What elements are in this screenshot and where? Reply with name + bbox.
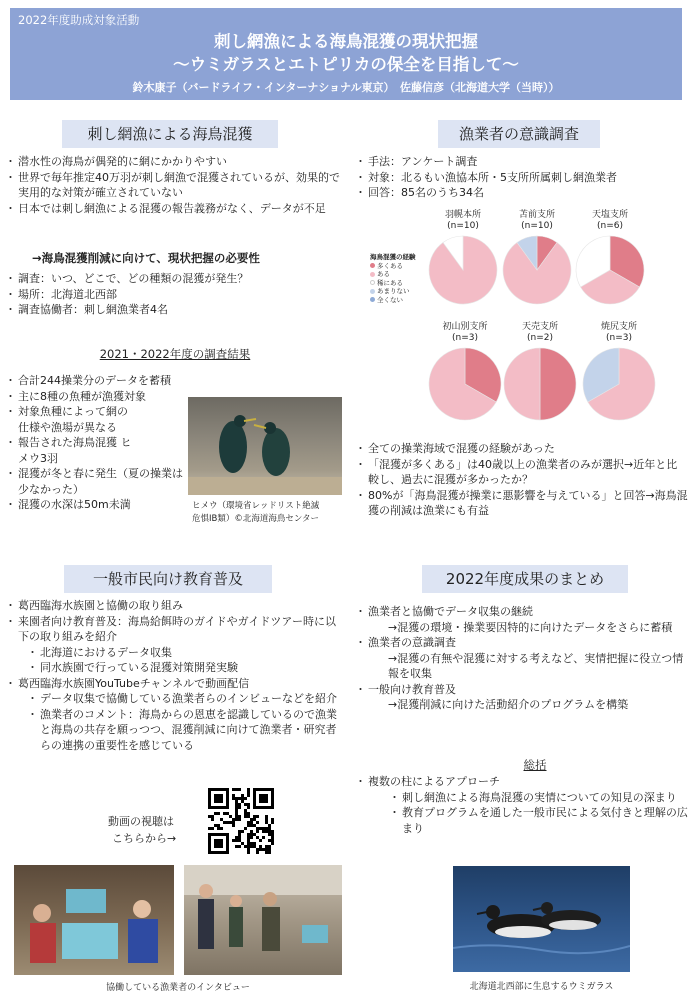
qr-code[interactable] [208, 788, 274, 854]
list-item: ・ 「混獲が多くある」は40歳以上の漁業者のみが選択→近年と比較し、過去に混獲が多かったか？ [358, 457, 688, 488]
list-item: ・ 来園者向け教育普及：海鳥給餌時のガイドやガイドツアー時に以下の取り組みを紹介 ・ 北海道におけるデータ収集 ・ 同水族園で行っている混獲対策開発実験 [8, 614, 342, 676]
poster-subtitle: 〜ウミガラスとエトピリカの保全を目指して〜 [173, 55, 519, 74]
list-item: ・ 葛西臨海水族園YouTubeチャンネルで動画配信 ・ データ収集で協働している漁業者らのインビューなどを紹介 ・ 漁業者のコメント：海鳥からの恩恵を認識しているので漁業と海鳥の共存を願っつつ、混獲削減に向けて漁業者・研究者らの連携の重要性を感じている [8, 676, 342, 754]
pie-chart [428, 347, 502, 421]
sub-item: ・ 刺し網漁による海鳥混獲の実情についての知見の深まり [392, 790, 688, 806]
guillemot-caption: 北海道北西部に生息するウミガラス [469, 982, 614, 992]
authors: 鈴木康子（バードライフ・インターナショナル東京） 佐藤信彦（北海道大学（当時）） [132, 81, 560, 94]
section-title-summary: 2022年度成果のまとめ [422, 565, 628, 593]
list-item: ・ 混獲の水深は50m未満 [8, 497, 186, 513]
interview-photo-1 [14, 865, 174, 975]
legend-item: 全くない [370, 296, 430, 305]
section-title-survey: 漁業者の意識調査 [438, 120, 600, 148]
list-item: ・ 合計244操業分のデータを蓄積 [8, 373, 218, 389]
list-item: ・ 全ての操業海域で混獲の経験があった [358, 441, 688, 457]
legend-item: あまりない [370, 287, 430, 296]
pie-n: (n=10) [521, 221, 553, 231]
poster-header [10, 8, 682, 100]
list-item: ・ 葛西臨海水族園と協働の取り組み [8, 598, 342, 614]
list-item: ・ 漁業者の意識調査 →混獲の有無や混獲に対する考えなど、実情把握に役立つ情報を収集 [358, 635, 688, 682]
legend-item: 稀にある [370, 279, 430, 288]
pie-chart [575, 235, 645, 305]
sub-item: ・ 同水族園で行っている混獲対策開発実験 [30, 660, 342, 676]
legend-item: ある [370, 270, 430, 279]
list-item: ・ 世界で毎年推定40万羽が刺し網漁で混獲されているが、効果的で実用的な対策が確立されていない [8, 170, 342, 201]
list-item: ・ 調査：いつ、どこで、どの種類の混獲が発生？ [8, 271, 342, 287]
pie-chart [428, 235, 498, 305]
interview-caption: 協働している漁業者のインタビュー [106, 983, 250, 993]
video-label-1: 動画の視聴は [108, 815, 174, 828]
list-item: ・ 漁業者と協働でデータ収集の継続 →混獲の環境・操業要因特的に向けたデータをさらに蓄積 [358, 604, 688, 635]
pie-slice [540, 348, 576, 420]
legend-swatch-icon [370, 272, 375, 277]
survey-bullets [8, 271, 342, 318]
list-item: ・ 潜水性の海鳥が偶発的に網にかかりやすい [8, 154, 342, 170]
sub-item: ・ 北海道におけるデータ収集 [30, 645, 342, 661]
results-bullets [8, 373, 198, 513]
survey-method-bullets [358, 154, 692, 201]
video-label-2: こちらから→ [112, 832, 177, 845]
arrow-note: →混獲の有無や混獲に対する考えなど、実情把握に役立つ情報を収集 [388, 651, 684, 680]
summary-heading: 総括 [523, 758, 547, 772]
results-title: 2021・2022年度の調査結果 [99, 347, 251, 361]
list-item: ・ 一般向け教育普及 →混獲削減に向けた活動紹介のプログラムを構築 [358, 682, 688, 713]
pie-name: 羽幌本所 [444, 210, 481, 220]
list-item: ・ 回答：85名のうち34名 [358, 185, 692, 201]
legend-swatch-icon [370, 289, 375, 294]
cormorant-photo [188, 397, 342, 495]
pie-n: (n=10) [447, 221, 479, 231]
interview-photo-2 [184, 865, 342, 975]
pie-chart [582, 347, 656, 421]
section-title-bycatch: 刺し網漁による海鳥混獲 [62, 120, 278, 148]
summary-list [358, 604, 688, 713]
grant-tag: 2022年度助成対象活動 [18, 13, 140, 27]
legend-swatch-icon [370, 297, 375, 302]
list-item: ・ 主に8種の魚種が漁獲対象 [8, 389, 198, 405]
list-item: ・ 80%が「海鳥混獲が操業に悪影響を与えている」と回答→海鳥混獲の削減は漁業にも有益 [358, 488, 688, 519]
sub-item: ・ 教育プログラムを通した一般市民による気付きと理解の広まり [392, 805, 688, 836]
legend-item: 多くある [370, 262, 430, 271]
education-list [8, 598, 342, 753]
guillemot-photo [453, 866, 630, 972]
pie-name: 初山別支所 [442, 322, 488, 332]
list-item: ・ 場所：北海道北西部 [8, 287, 342, 303]
pie-chart [503, 347, 577, 421]
bycatch-bullets [8, 154, 342, 216]
need-statement: →海鳥混獲削減に向けて、現状把握の必要性 [32, 251, 260, 265]
list-item: ・ 対象魚種によって網の仕様や漁場が異なる [8, 404, 133, 435]
cormorant-caption-2: 危惧IB類）©北海道海鳥センター [192, 514, 319, 524]
pie-slice [504, 348, 540, 420]
pie-n: (n=3) [606, 333, 632, 343]
list-item: ・ 混獲が冬と春に発生（夏の操業は少なかった） [8, 466, 186, 497]
legend-title: 海鳥混獲の経験 [370, 253, 416, 261]
arrow-note: →混獲の環境・操業要因特的に向けたデータをさらに蓄積 [388, 620, 673, 634]
approach-list [358, 774, 688, 836]
pie-name: 苫前支所 [518, 210, 555, 220]
section-title-education: 一般市民向け教育普及 [64, 565, 272, 593]
list-item: ・ 日本では刺し網漁による混獲の報告義務がなく、データが不足 [8, 201, 342, 217]
list-item: ・ 複数の柱によるアプローチ ・ 刺し網漁による海鳥混獲の実情についての知見の深まり ・ 教育プログラムを通した一般市民による気付きと理解の広まり [358, 774, 688, 836]
pie-name: 焼尻支所 [600, 322, 637, 332]
pie-label [565, 210, 655, 232]
pie-n: (n=6) [597, 221, 623, 231]
sub-item: ・ データ収集で協働している漁業者らのインビューなどを紹介 [30, 691, 342, 707]
pie-n: (n=3) [452, 333, 478, 343]
cormorant-caption-1: ヒメウ（環境省レッドリスト絶滅 [192, 501, 320, 511]
legend-swatch-icon [370, 263, 375, 268]
pie-chart [502, 235, 572, 305]
list-item: ・ 調査協働者：刺し網漁業者4名 [8, 302, 342, 318]
pie-name: 天売支所 [521, 322, 558, 332]
list-item: ・ 報告された海鳥混獲 ヒメウ3羽 [8, 435, 133, 466]
survey-conclusions [358, 441, 688, 519]
arrow-note: →混獲削減に向けた活動紹介のプログラムを構築 [388, 698, 629, 711]
legend-swatch-icon [370, 280, 375, 285]
poster-title: 刺し網漁による海鳥混獲の現状把握 [214, 32, 478, 51]
sub-item: ・ 漁業者のコメント：海鳥からの恩恵を認識しているので漁業と海鳥の共存を願っつつ、混獲削減に向けて漁業者・研究者らの連携の重要性を感じている [30, 707, 342, 754]
pie-legend [370, 253, 430, 304]
pie-name: 天塩支所 [591, 210, 628, 220]
pie-n: (n=2) [527, 333, 553, 343]
list-item: ・ 対象：北るもい漁協本所・5支所所属刺し網漁業者 [358, 170, 692, 186]
pie-label [572, 322, 666, 344]
list-item: ・ 手法：アンケート調査 [358, 154, 692, 170]
